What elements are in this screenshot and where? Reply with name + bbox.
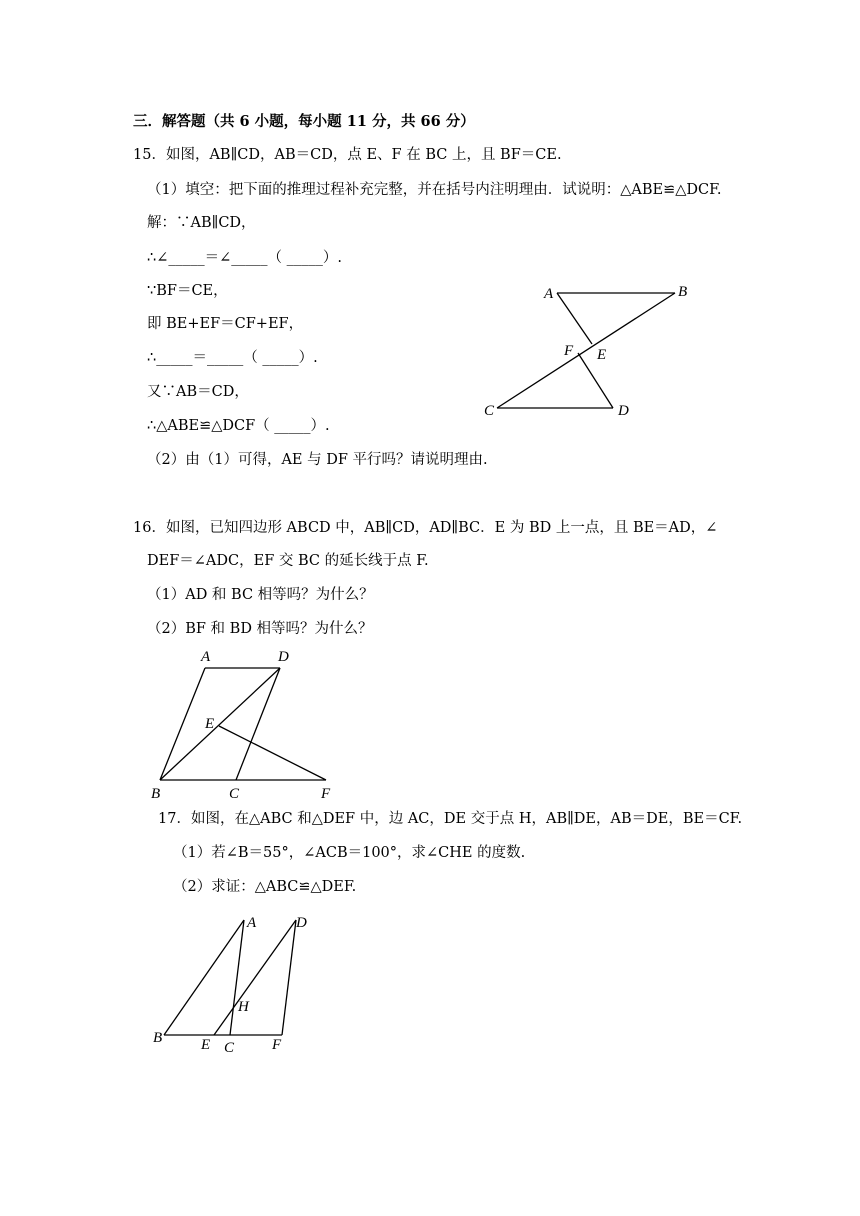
q16-part2: （2）BF 和 BD 相等吗？为什么？ xyxy=(147,621,373,637)
q16-part1: （1）AD 和 BC 相等吗？为什么？ xyxy=(147,587,374,603)
label-d: D xyxy=(618,403,629,419)
label-a: A xyxy=(247,915,257,931)
q16-figure xyxy=(145,644,345,804)
label-e: E xyxy=(597,347,607,363)
segment-ab xyxy=(160,668,205,780)
q15-step-6: 又∵AB＝CD， xyxy=(147,384,249,400)
label-e: E xyxy=(201,1037,211,1053)
label-c: C xyxy=(484,403,495,419)
segment-ae xyxy=(557,293,592,344)
label-b: B xyxy=(151,786,161,802)
label-f: F xyxy=(564,343,574,359)
q15-step-2: ∴∠_____＝∠_____（ _____）. xyxy=(147,250,342,266)
q17-figure xyxy=(146,905,326,1055)
label-a: A xyxy=(544,286,554,302)
label-e: E xyxy=(205,716,215,732)
label-a: A xyxy=(201,649,211,665)
label-b: B xyxy=(153,1030,163,1046)
label-f: F xyxy=(321,786,331,802)
segment-dc xyxy=(236,668,280,780)
q17-part2: （2）求证：△ABC≌△DEF. xyxy=(173,879,357,895)
q15-figure xyxy=(478,278,708,428)
segment-bd xyxy=(160,668,280,780)
segment-bc xyxy=(497,293,675,408)
section-header: 三．解答题（共 6 小题，每小题 11 分，共 66 分） xyxy=(133,113,475,130)
segment-ef xyxy=(219,726,326,780)
label-f: F xyxy=(272,1037,282,1053)
label-b: B xyxy=(678,284,688,300)
label-c: C xyxy=(229,786,240,802)
q15-step-1: 解：∵AB∥CD， xyxy=(147,215,256,231)
segment-fd xyxy=(578,353,613,408)
label-h: H xyxy=(238,999,249,1015)
label-d: D xyxy=(296,915,307,931)
label-d: D xyxy=(278,649,289,665)
q16-stem-line1: 16．如图，已知四边形 ABCD 中，AB∥CD，AD∥BC．E 为 BD 上一点，且 BE＝AD，∠ xyxy=(133,520,718,536)
q16-stem-line2: DEF＝∠ADC，EF 交 BC 的延长线于点 F. xyxy=(147,553,429,569)
q15-part2: （2）由（1）可得，AE 与 DF 平行吗？请说明理由. xyxy=(147,452,488,468)
q15-stem: 15．如图，AB∥CD，AB＝CD，点 E、F 在 BC 上，且 BF＝CE. xyxy=(133,147,562,163)
label-c: C xyxy=(224,1040,235,1055)
q15-step-5: ∴_____＝_____（ _____）. xyxy=(147,350,318,366)
q15-step-7: ∴△ABE≌△DCF（ _____）. xyxy=(147,418,330,434)
q15-step-4: 即 BE+EF＝CF+EF， xyxy=(147,316,304,332)
q15-step-3: ∵BF＝CE， xyxy=(147,283,228,299)
q17-part1: （1）若∠B＝55°，∠ACB＝100°，求∠CHE 的度数. xyxy=(173,845,526,861)
q15-part1: （1）填空：把下面的推理过程补充完整，并在括号内注明理由．试说明：△ABE≌△DCF. xyxy=(147,182,722,198)
q17-stem: 17．如图，在△ABC 和△DEF 中，边 AC，DE 交于点 H，AB∥DE，AB＝DE，BE＝CF. xyxy=(158,811,743,827)
